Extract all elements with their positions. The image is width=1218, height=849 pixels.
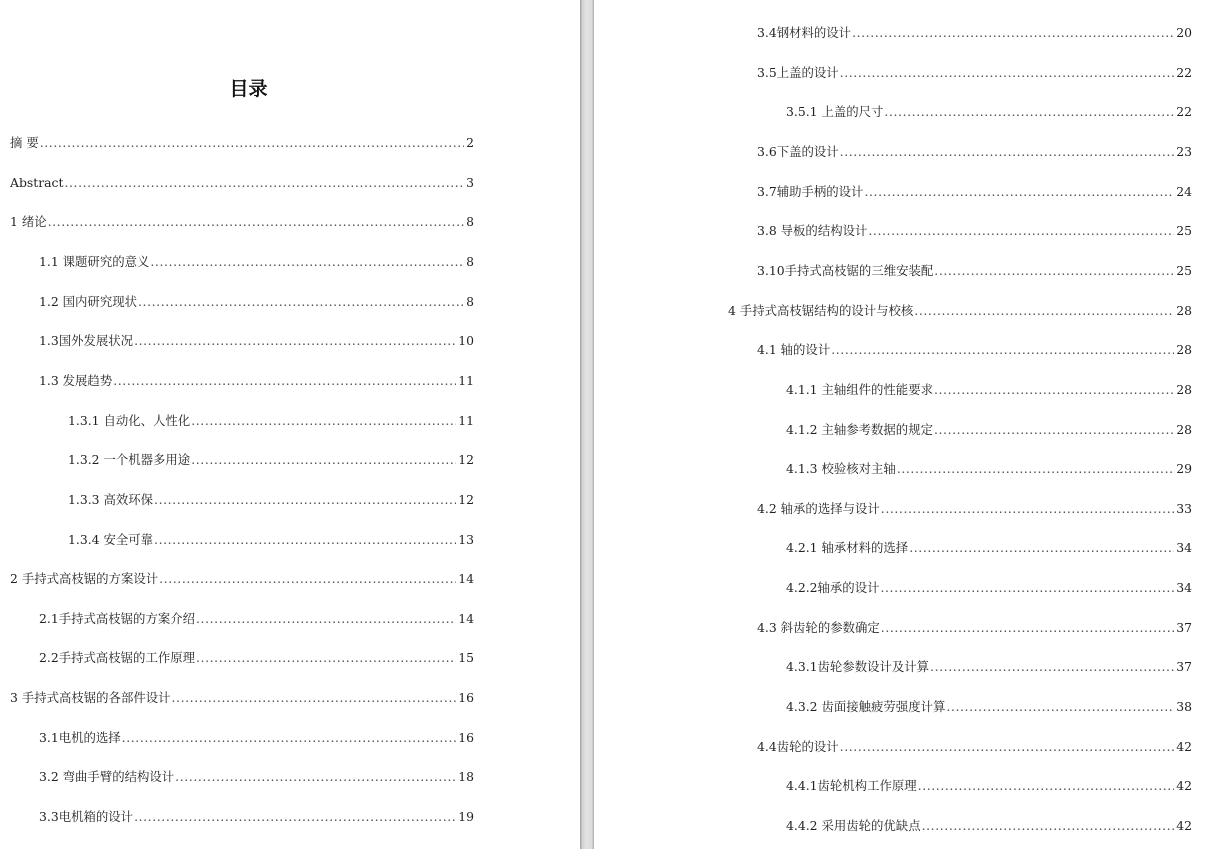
toc-leader-dots xyxy=(881,501,1174,517)
toc-leader-dots xyxy=(852,25,1174,41)
toc-entry-label: 3.5上盖的设计 xyxy=(757,64,839,80)
toc-leader-dots xyxy=(868,223,1174,239)
toc-entry-page: 12 xyxy=(458,452,474,468)
toc-entry[interactable] xyxy=(786,540,1192,556)
toc-entry-label: 4 手持式高枝锯结构的设计与校核 xyxy=(728,302,914,318)
toc-entry-page: 10 xyxy=(458,333,474,349)
toc-leader-dots xyxy=(64,175,464,191)
toc-entry[interactable] xyxy=(39,333,474,349)
toc-leader-dots xyxy=(191,413,456,429)
toc-entry[interactable] xyxy=(757,223,1192,239)
toc-entry-page: 25 xyxy=(1176,262,1192,278)
toc-entry-label: 4.3 斜齿轮的参数确定 xyxy=(757,619,880,635)
toc-entry[interactable] xyxy=(39,373,474,389)
toc-entry-page: 14 xyxy=(458,610,474,626)
toc-entry-label: 2.1手持式高枝锯的方案介绍 xyxy=(39,610,196,626)
toc-entry-label: 4.4.1齿轮机构工作原理 xyxy=(786,778,917,794)
toc-entry-page: 42 xyxy=(1176,738,1192,754)
toc-leader-dots xyxy=(922,818,1175,834)
toc-entry-page: 42 xyxy=(1176,818,1192,833)
toc-entry-page: 3 xyxy=(466,174,474,190)
toc-leader-dots xyxy=(122,730,457,746)
toc-entry-label: 1.3.3 高效环保 xyxy=(68,491,154,507)
toc-leader-dots xyxy=(134,809,456,825)
toc-entry[interactable] xyxy=(10,214,474,230)
toc-entry-label: 4.1.3 校验核对主轴 xyxy=(786,461,896,477)
toc-entry-label: 3.4钢材料的设计 xyxy=(757,25,852,40)
toc-entry-page: 15 xyxy=(458,650,474,666)
toc-entry[interactable] xyxy=(786,659,1192,675)
toc-entry[interactable] xyxy=(39,650,474,666)
toc-entry-page: 28 xyxy=(1176,302,1192,318)
toc-entry-label: 4.1 轴的设计 xyxy=(757,342,831,358)
toc-entry[interactable] xyxy=(757,342,1192,358)
toc-entry[interactable] xyxy=(757,739,1192,755)
toc-entry[interactable] xyxy=(39,294,474,310)
toc-entry-page: 22 xyxy=(1176,104,1192,120)
toc-entry[interactable] xyxy=(757,184,1192,200)
toc-entry-label: 4.2.2轴承的设计 xyxy=(786,580,880,596)
toc-leader-dots xyxy=(831,342,1174,358)
toc-entry-page: 37 xyxy=(1176,619,1192,635)
toc-leader-dots xyxy=(918,778,1175,794)
toc-entry-page: 18 xyxy=(458,769,474,785)
toc-entry[interactable] xyxy=(39,769,474,785)
toc-entry-label: 1.3.1 自动化、人性化 xyxy=(68,412,191,428)
toc-leader-dots xyxy=(840,144,1175,160)
toc-entry-page: 29 xyxy=(1176,461,1192,477)
toc-entry-label: 3.10手持式高枝锯的三维安装配 xyxy=(757,262,934,278)
toc-entry[interactable] xyxy=(10,571,474,587)
toc-entry-page: 12 xyxy=(458,491,474,507)
toc-entry[interactable] xyxy=(39,730,474,746)
toc-entry-label: 4.1.1 主轴组件的性能要求 xyxy=(786,381,933,397)
toc-entry-page: 34 xyxy=(1176,580,1192,596)
toc-entry-label: 4.2 轴承的选择与设计 xyxy=(757,500,880,516)
toc-entry-page: 23 xyxy=(1176,143,1192,159)
toc-entry[interactable] xyxy=(786,778,1192,794)
toc-entry-page: 38 xyxy=(1176,699,1192,715)
toc-title: 目录 xyxy=(229,78,268,100)
toc-leader-dots xyxy=(154,492,456,508)
toc-entry-label: 1.3.2 一个机器多用途 xyxy=(68,452,191,468)
toc-entry-page: 16 xyxy=(458,729,474,745)
toc-leader-dots xyxy=(880,580,1174,596)
toc-leader-dots xyxy=(154,532,456,548)
toc-entry-page: 8 xyxy=(466,253,474,269)
toc-entry-label: 4.1.2 主轴参考数据的规定 xyxy=(786,421,933,437)
toc-entry-label: 4.4.2 采用齿轮的优缺点 xyxy=(786,818,921,833)
toc-entry-label: 3.5.1 上盖的尺寸 xyxy=(786,104,884,120)
toc-leader-dots xyxy=(196,650,456,666)
toc-leader-dots xyxy=(864,184,1174,200)
toc-leader-dots xyxy=(914,303,1174,319)
toc-entry[interactable] xyxy=(786,382,1192,398)
toc-entry[interactable] xyxy=(39,611,474,627)
toc-entry[interactable] xyxy=(757,620,1192,636)
toc-entry[interactable] xyxy=(757,263,1192,279)
toc-entry-label: 3.2 弯曲手臂的结构设计 xyxy=(39,769,175,785)
toc-entry-label: 2 手持式高枝锯的方案设计 xyxy=(10,571,159,587)
toc-leader-dots xyxy=(934,422,1174,438)
toc-entry[interactable] xyxy=(786,461,1192,477)
toc-entry-page: 24 xyxy=(1176,183,1192,199)
toc-entry-label: 1.3国外发展状况 xyxy=(39,333,134,349)
toc-entry[interactable] xyxy=(68,452,474,468)
toc-entry-page: 20 xyxy=(1176,25,1192,40)
toc-leader-dots xyxy=(48,214,465,230)
toc-entry[interactable] xyxy=(757,501,1192,517)
toc-entry-page: 11 xyxy=(458,372,474,388)
toc-leader-dots xyxy=(840,739,1175,755)
toc-leader-dots xyxy=(134,333,456,349)
toc-entry-label: 3 手持式高枝锯的各部件设计 xyxy=(10,690,171,706)
toc-entry[interactable] xyxy=(786,104,1192,120)
toc-entry-label: Abstract xyxy=(10,174,64,190)
toc-entry-page: 8 xyxy=(466,214,474,230)
toc-entry[interactable] xyxy=(68,492,474,508)
toc-entry-label: 4.2.1 轴承材料的选择 xyxy=(786,540,909,556)
toc-entry-page: 16 xyxy=(458,690,474,706)
toc-leader-dots xyxy=(934,263,1174,279)
toc-entry-page: 2 xyxy=(466,135,474,150)
toc-entry-page: 37 xyxy=(1176,659,1192,675)
toc-entry-page: 34 xyxy=(1176,540,1192,556)
toc-entry-page: 28 xyxy=(1176,381,1192,397)
toc-leader-dots xyxy=(909,540,1174,556)
toc-entry-page: 42 xyxy=(1176,778,1192,794)
toc-leader-dots xyxy=(191,452,456,468)
toc-entry-page: 25 xyxy=(1176,223,1192,239)
toc-entry[interactable] xyxy=(39,254,474,270)
toc-entry-label: 2.2手持式高枝锯的工作原理 xyxy=(39,650,196,666)
toc-entry-label: 1 绪论 xyxy=(10,214,47,230)
toc-entry-label: 3.7辅助手柄的设计 xyxy=(757,183,864,199)
toc-leader-dots xyxy=(138,294,464,310)
toc-entry[interactable] xyxy=(728,303,1192,319)
toc-entry-page: 14 xyxy=(458,571,474,587)
toc-entry-label: 4.3.2 齿面接触疲劳强度计算 xyxy=(786,699,946,715)
toc-page-left xyxy=(0,0,580,849)
toc-leader-dots xyxy=(40,135,464,151)
toc-entry[interactable] xyxy=(757,144,1192,160)
toc-leader-dots xyxy=(159,571,456,587)
toc-entry-label: 1.3.4 安全可靠 xyxy=(68,531,154,547)
toc-entry-page: 22 xyxy=(1176,64,1192,80)
toc-entry-label: 摘 要 xyxy=(10,135,39,150)
toc-leader-dots xyxy=(884,104,1174,120)
toc-page-right xyxy=(594,0,1218,849)
toc-leader-dots xyxy=(113,373,456,389)
toc-leader-dots xyxy=(150,254,464,270)
toc-entry-label: 1.1 课题研究的意义 xyxy=(39,253,150,269)
toc-entry[interactable] xyxy=(10,690,474,706)
toc-entry-label: 3.1电机的选择 xyxy=(39,729,121,745)
toc-leader-dots xyxy=(196,611,456,627)
toc-entry-page: 33 xyxy=(1176,500,1192,516)
toc-leader-dots xyxy=(930,659,1174,675)
page-gutter xyxy=(580,0,594,849)
toc-entry-page: 28 xyxy=(1176,342,1192,358)
toc-entry-page: 8 xyxy=(466,293,474,309)
toc-entry-page: 11 xyxy=(458,412,474,428)
toc-entry-label: 3.6下盖的设计 xyxy=(757,143,839,159)
toc-leader-dots xyxy=(172,690,457,706)
toc-entry-page: 19 xyxy=(458,809,474,825)
toc-leader-dots xyxy=(897,461,1174,477)
toc-entry-page: 28 xyxy=(1176,421,1192,437)
toc-leader-dots xyxy=(946,699,1174,715)
toc-leader-dots xyxy=(840,65,1175,81)
toc-entry-label: 1.3 发展趋势 xyxy=(39,372,113,388)
toc-entry[interactable] xyxy=(757,65,1192,81)
toc-leader-dots xyxy=(881,620,1174,636)
toc-entry-label: 4.3.1齿轮参数设计及计算 xyxy=(786,659,930,675)
toc-leader-dots xyxy=(175,769,456,785)
toc-entry-label: 3.3电机箱的设计 xyxy=(39,809,134,825)
toc-entry[interactable] xyxy=(10,135,474,151)
toc-entry-label: 3.8 导板的结构设计 xyxy=(757,223,868,239)
toc-entry[interactable] xyxy=(786,422,1192,438)
toc-entry-page: 13 xyxy=(458,531,474,547)
toc-entry[interactable] xyxy=(68,413,474,429)
toc-entry[interactable] xyxy=(68,532,474,548)
toc-entry[interactable] xyxy=(786,699,1192,715)
toc-entry[interactable] xyxy=(786,818,1192,834)
toc-leader-dots xyxy=(934,382,1174,398)
toc-entry-label: 1.2 国内研究现状 xyxy=(39,293,137,309)
toc-entry[interactable] xyxy=(10,175,474,191)
toc-entry[interactable] xyxy=(39,809,474,825)
toc-entry-label: 4.4齿轮的设计 xyxy=(757,738,839,754)
toc-entry[interactable] xyxy=(757,25,1192,41)
toc-entry[interactable] xyxy=(786,580,1192,596)
